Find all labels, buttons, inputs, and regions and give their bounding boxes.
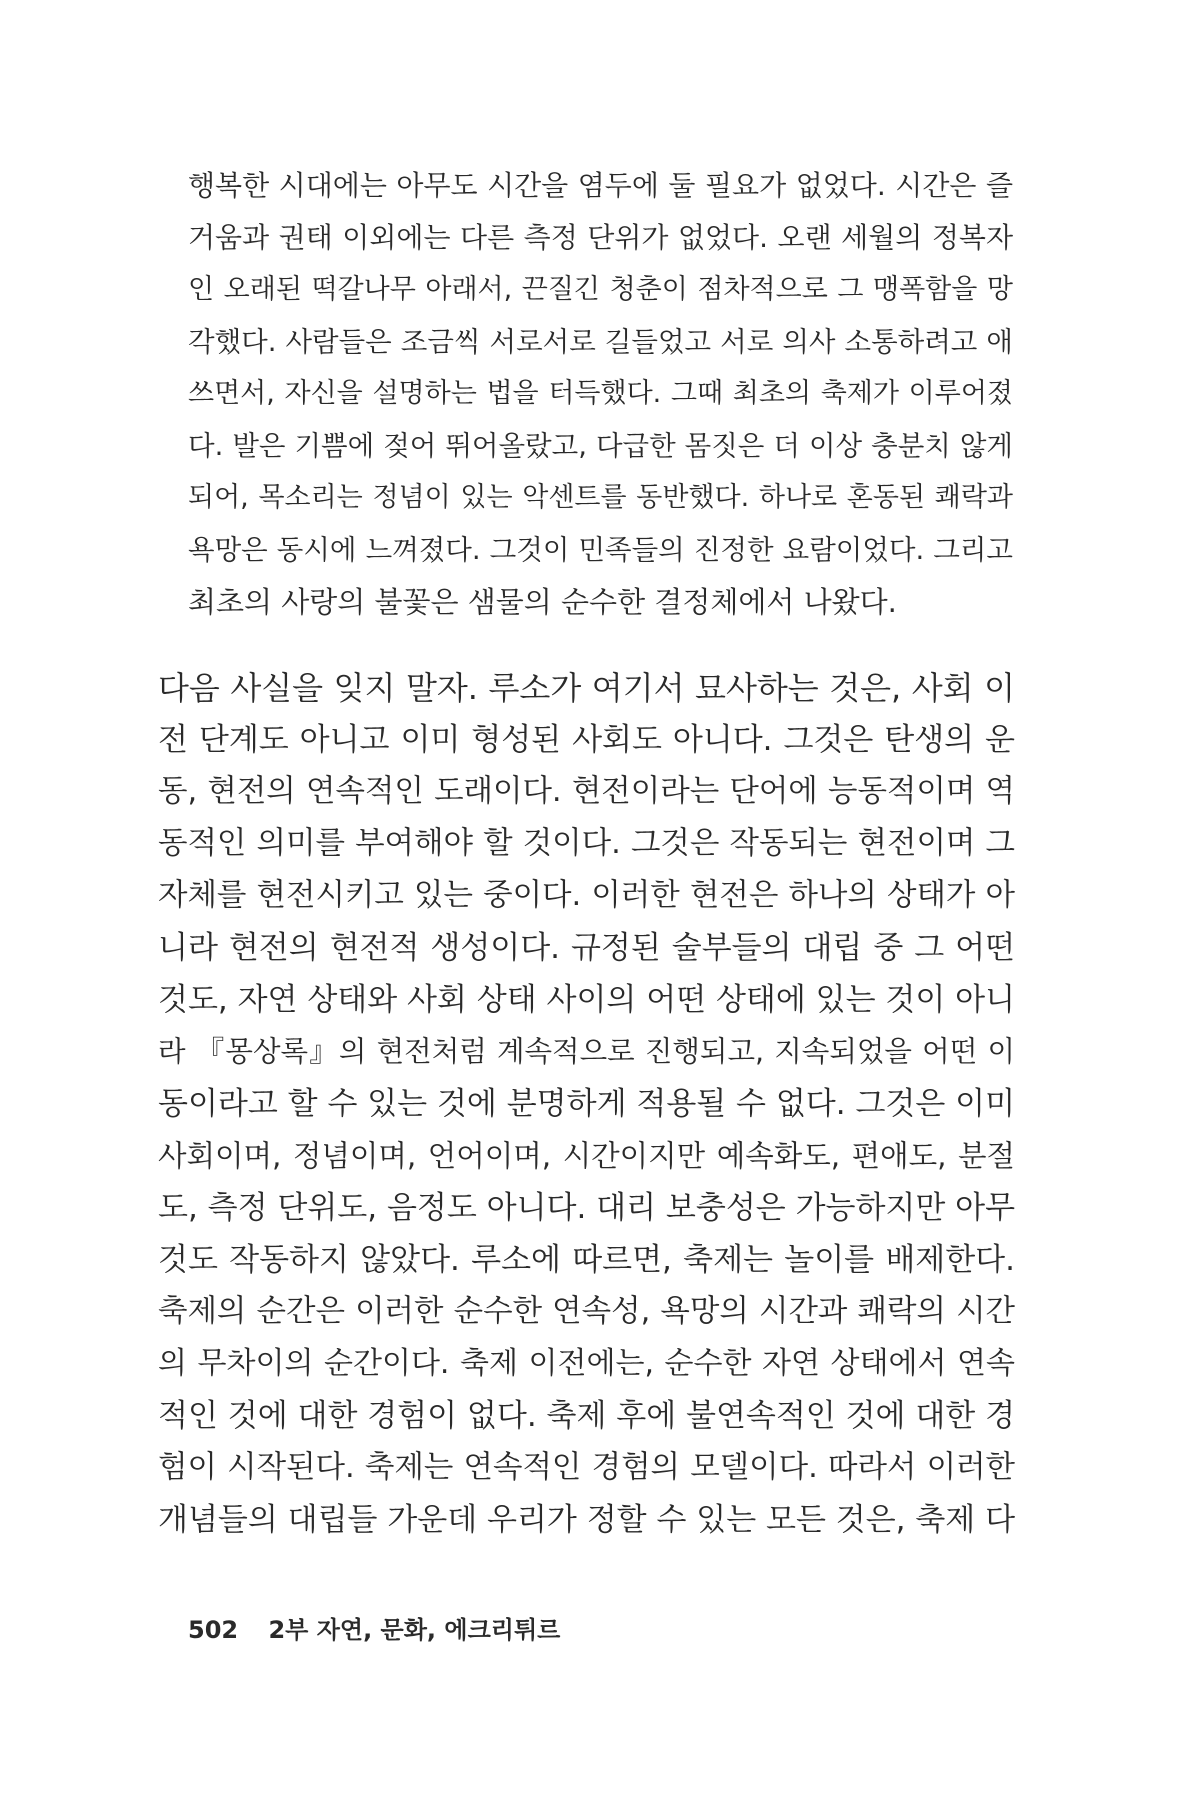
quote-line: 쓰면서, 자신을 설명하는 법을 터득했다. 그때 최초의 축제가 이루어졌 [188,378,1013,409]
body-line: 도, 측정 단위도, 음정도 아니다. 대리 보충성은 가능하지만 아무 [158,1190,1016,1226]
page-number: 502 [188,1616,239,1644]
body-line: 개념들의 대립들 가운데 우리가 정할 수 있는 모든 것은, 축제 다 [158,1502,1016,1538]
body-line: 것도, 자연 상태와 사회 상태 사이의 어떤 상태에 있는 것이 아니 [158,982,1016,1018]
body-line: 축제의 순간은 이러한 순수한 연속성, 욕망의 시간과 쾌락의 시간 [158,1294,1015,1329]
quote-line: 다. 발은 기쁨에 젖어 뛰어올랐고, 다급한 몸짓은 더 이상 충분치 않게 [188,430,1013,462]
quote-line: 되어, 목소리는 정념이 있는 악센트를 동반했다. 하나로 혼동된 쾌락과 [188,482,1013,513]
body-line: 니라 현전의 현전적 생성이다. 규정된 술부들의 대립 중 그 어떤 [158,930,1015,966]
page-footer [188,1610,560,1645]
body-paragraph [158,662,1015,1546]
quote-line: 각했다. 사람들은 조금씩 서로서로 길들었고 서로 의사 소통하려고 애 [188,326,1013,358]
quote-line: 최초의 사랑의 불꽃은 샘물의 순수한 결정체에서 나왔다. [188,585,897,619]
body-line: 동적인 의미를 부여해야 할 것이다. 그것은 작동되는 현전이며 그 [158,826,1015,861]
body-line: 자체를 현전시키고 있는 중이다. 이러한 현전은 하나의 상태가 아 [158,878,1015,913]
quote-line: 욕망은 동시에 느껴졌다. 그것이 민족들의 진정한 요람이었다. 그리고 [188,534,1013,566]
quote-line: 인 오래된 떡갈나무 아래서, 끈질긴 청춘이 점차적으로 그 맹폭함을 망 [188,274,1013,305]
body-line: 동이라고 할 수 있는 것에 분명하게 적용될 수 없다. 그것은 이미 [158,1086,1016,1122]
body-line: 다음 사실을 잊지 말자. 루소가 여기서 묘사하는 것은, 사회 이 [158,669,1015,707]
body-line: 의 무차이의 순간이다. 축제 이전에는, 순수한 자연 상태에서 연속 [158,1346,1015,1381]
running-title: 2부 자연, 문화, 에크리튀르 [268,1616,561,1644]
quote-line: 행복한 시대에는 아무도 시간을 염두에 둘 필요가 없었다. 시간은 즐 [188,169,1013,202]
body-line: 것도 작동하지 않았다. 루소에 따르면, 축제는 놀이를 배제한다. [158,1242,1015,1278]
body-line: 사회이며, 정념이며, 언어이며, 시간이지만 예속화도, 편애도, 분절 [158,1139,1015,1173]
block-quote [188,160,1013,628]
body-line: 적인 것에 대한 경험이 없다. 축제 후에 불연속적인 것에 대한 경 [158,1398,1016,1434]
quote-line: 거움과 권태 이외에는 다른 측정 단위가 없었다. 오랜 세월의 정복자 [188,221,1013,254]
body-line: 전 단계도 아니고 이미 형성된 사회도 아니다. 그것은 탄생의 운 [158,722,1015,758]
body-line: 라 『몽상록』의 현전처럼 계속적으로 진행되고, 지속되었을 어떤 이 [158,1035,1015,1068]
body-line: 동, 현전의 연속적인 도래이다. 현전이라는 단어에 능동적이며 역 [158,774,1015,809]
body-line: 험이 시작된다. 축제는 연속적인 경험의 모델이다. 따라서 이러한 [158,1450,1015,1485]
